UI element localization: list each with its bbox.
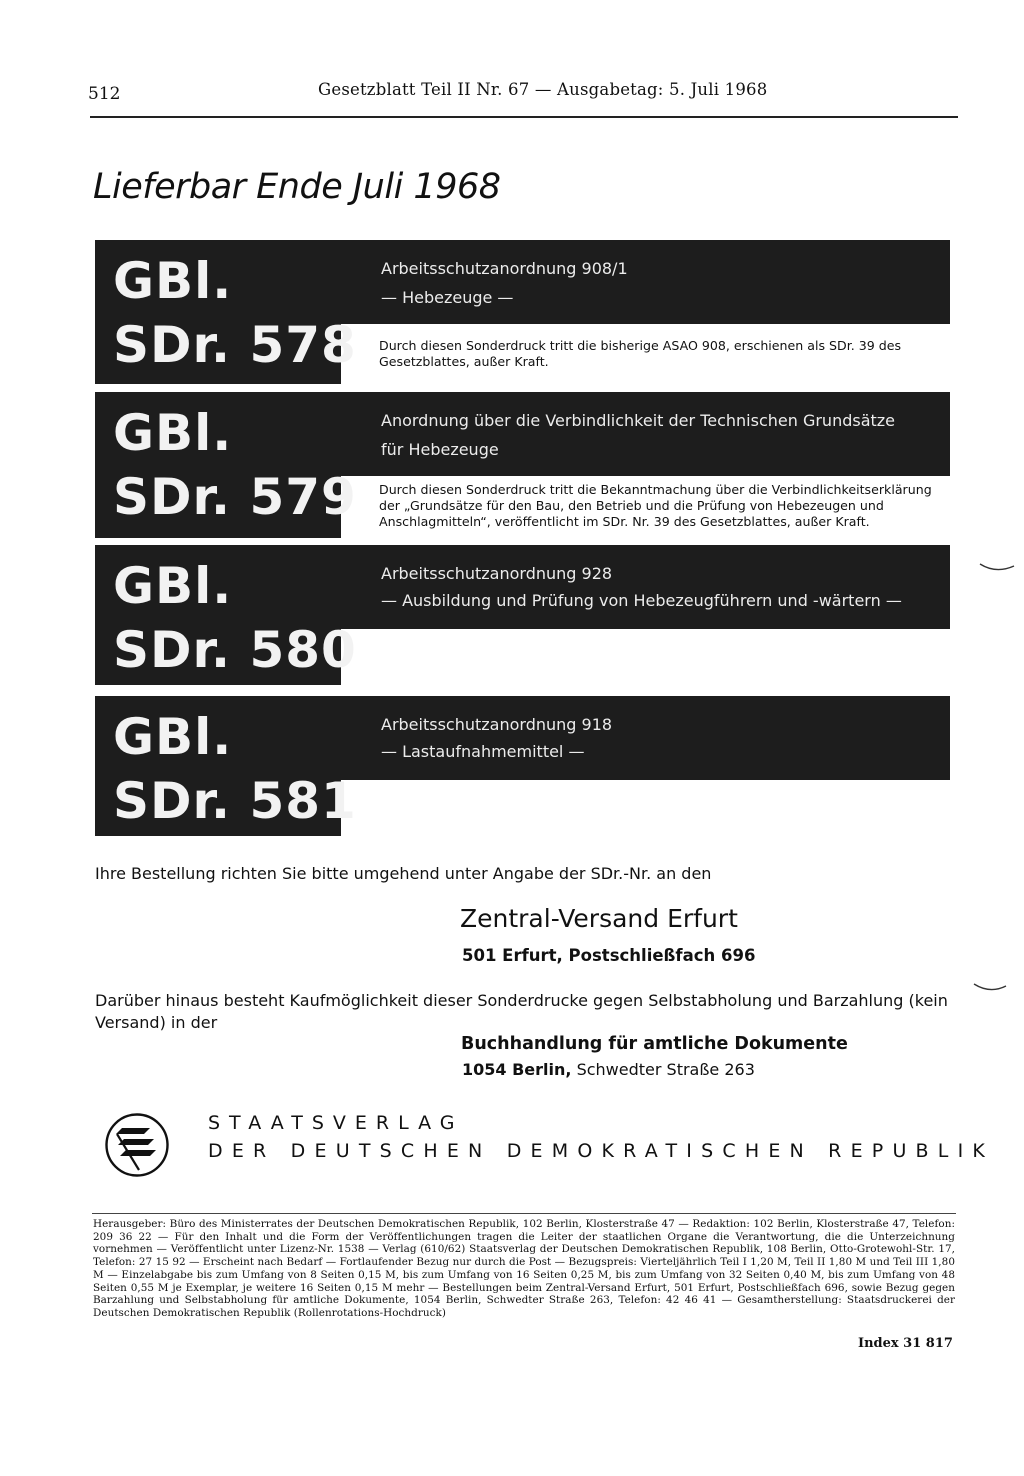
index-number: Index 31 817 [858,1336,953,1351]
gbl-label: GBl. [113,252,233,310]
order-instruction: Ihre Bestellung richten Sie bitte umgehend unter Angabe der SDr.-Nr. an den [95,864,712,883]
sonderdruck-title-line1: Arbeitsschutzanordnung 918 [381,715,613,734]
imprint-text: Herausgeber: Büro des Ministerrates der Deutschen Demokratischen Republik, 102 Berlin, Klosterstraße 47 — Redaktion: 102 Berlin, Klosterstraße 47, Telefon: 209 36 22 — Für den Inhalt und die Form der Veröffentlichungen tragen die Leiter der staatlichen Organe die Verantwortung, die die Unterzeichnung vornehmen — Veröffentlicht unter Lizenz-Nr. 1538 — Verlag (610/62) Staatsverlag der Deutschen Demokratischen Republik, 108 Berlin, Otto-Grotewohl-Str. 17, Telefon: 27 15 92 — Erscheint nach Bedarf — Fortlaufender Bezug nur durch die Post — Bezugspreis: Vierteljährlich Teil I 1,20 M, Teil II 1,80 M und Teil III 1,80 M — Einzelabgabe bis zum Umfang von 8 Seiten 0,15 M, bis zum Umfang von 16 Seiten 0,25 M, bis zum Umfang von 32 Seiten 0,40 M, bis zum Umfang von 48 Seiten 0,55 M je Exemplar, je weitere 16 Seiten 0,15 M mehr — Bestellungen beim Zentral-Versand Erfurt, 501 Erfurt, Postschließfach 696, sowie Bezug gegen Barzahlung und Selbstabholung für amtliche Dokumente, 1054 Berlin, Schwedter Straße 263, Telefon: 42 46 41 — Gesamtherstellung: Staatsdruckerei der Deutschen Demokratischen Republik (Rollenrotations-Hochdruck) [93,1218,955,1319]
sonderdruck-title-panel [341,240,950,324]
sonderdruck-note: Durch diesen Sonderdruck tritt die bisherige ASAO 908, erschienen als SDr. 39 des Gesetzblattes, außer Kraft. [379,338,902,369]
bookshop-address [462,1060,755,1079]
footer-rule [92,1213,956,1214]
versand-name: Zentral-Versand Erfurt [460,904,738,933]
sdr-number: SDr. 581 [113,772,357,830]
page-number: 512 [88,84,121,104]
sonderdruck-title-line1: Anordnung über die Verbindlichkeit der Technischen Grundsätze [381,411,896,430]
gbl-label: GBl. [113,404,233,462]
publisher-name-line1: STAATSVERLAG [208,1112,464,1134]
bookshop-address-city: 1054 Berlin, [462,1060,572,1079]
bookshop-name: Buchhandlung für amtliche Dokumente [461,1034,848,1054]
headline: Lieferbar Ende Juli 1968 [93,167,501,207]
sonderdruck-title-line2: — Lastaufnahmemittel — [381,742,585,761]
sonderdruck-title-line1: Arbeitsschutzanordnung 908/1 [381,259,628,278]
sonderdruck-block-578 [95,240,950,384]
sonderdruck-title-line2: — Ausbildung und Prüfung von Hebezeugführern und -wärtern — [381,591,902,610]
purchase-option-text: Darüber hinaus besteht Kaufmöglichkeit dieser Sonderdrucke gegen Selbstabholung und Barzahlung (kein Versand) in der [95,991,948,1032]
sonderdruck-block-579 [95,392,950,538]
versand-address: 501 Erfurt, Postschließfach 696 [462,946,756,965]
sonderdruck-title-line2: für Hebezeuge [381,440,499,459]
gbl-label: GBl. [113,708,233,766]
publisher-name-line2: DER DEUTSCHEN DEMOKRATISCHEN REPUBLIK [208,1140,995,1162]
sdr-number: SDr. 579 [113,468,357,526]
sonderdruck-title-line1: Arbeitsschutzanordnung 928 [381,564,613,583]
sonderdruck-block-580 [95,545,950,685]
margin-mark [978,556,1018,576]
sonderdruck-title-line2: — Hebezeuge — [381,288,514,307]
header-rule [90,116,958,118]
gbl-label: GBl. [113,557,233,615]
sdr-number: SDr. 580 [113,621,357,679]
sonderdruck-note: Durch diesen Sonderdruck tritt die Bekanntmachung über die Verbindlichkeitserklärung der „Grundsätze für den Bau, den Betrieb und die Prüfung von Hebezeugen und Anschlagmitteln“, veröffentlicht im SDr. Nr. 39 des Gesetzblattes, außer Kraft. [379,482,932,529]
margin-mark [972,978,1012,998]
sonderdruck-title-panel [341,545,950,629]
sonderdruck-title-panel [341,696,950,780]
sdr-number: SDr. 578 [113,316,357,374]
sonderdruck-block-581 [95,696,950,836]
gazette-header-title: Gesetzblatt Teil II Nr. 67 — Ausgabetag: 5. Juli 1968 [318,80,768,99]
staatsverlag-flag-logo-icon [104,1112,170,1178]
bookshop-address-street: Schwedter Straße 263 [571,1060,755,1079]
sonderdruck-title-panel [341,392,950,476]
